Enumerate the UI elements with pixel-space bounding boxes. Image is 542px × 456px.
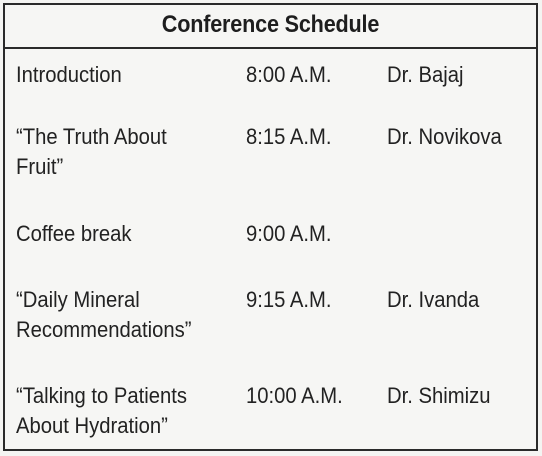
schedule-table xyxy=(3,3,538,451)
session-speaker: Dr. Novikova xyxy=(387,124,502,149)
session-time: 8:00 A.M. xyxy=(246,62,332,87)
session-time: 8:15 A.M. xyxy=(246,124,332,149)
session-title: “Talking to Patients About Hydration” xyxy=(16,383,188,438)
title-divider xyxy=(5,47,536,49)
session-speaker: Dr. Ivanda xyxy=(387,287,480,312)
session-speaker: Dr. Bajaj xyxy=(387,62,464,87)
session-time: 9:15 A.M. xyxy=(246,287,332,312)
session-speaker: Dr. Shimizu xyxy=(387,383,491,408)
session-time: 9:00 A.M. xyxy=(246,221,332,246)
session-time: 10:00 A.M. xyxy=(246,383,343,408)
session-title: “The Truth About Fruit” xyxy=(16,124,167,179)
session-title: “Daily Mineral Recommendations” xyxy=(16,287,192,342)
session-title: Introduction xyxy=(16,62,122,87)
schedule-title: Conference Schedule xyxy=(161,11,380,38)
session-title: Coffee break xyxy=(16,221,132,246)
